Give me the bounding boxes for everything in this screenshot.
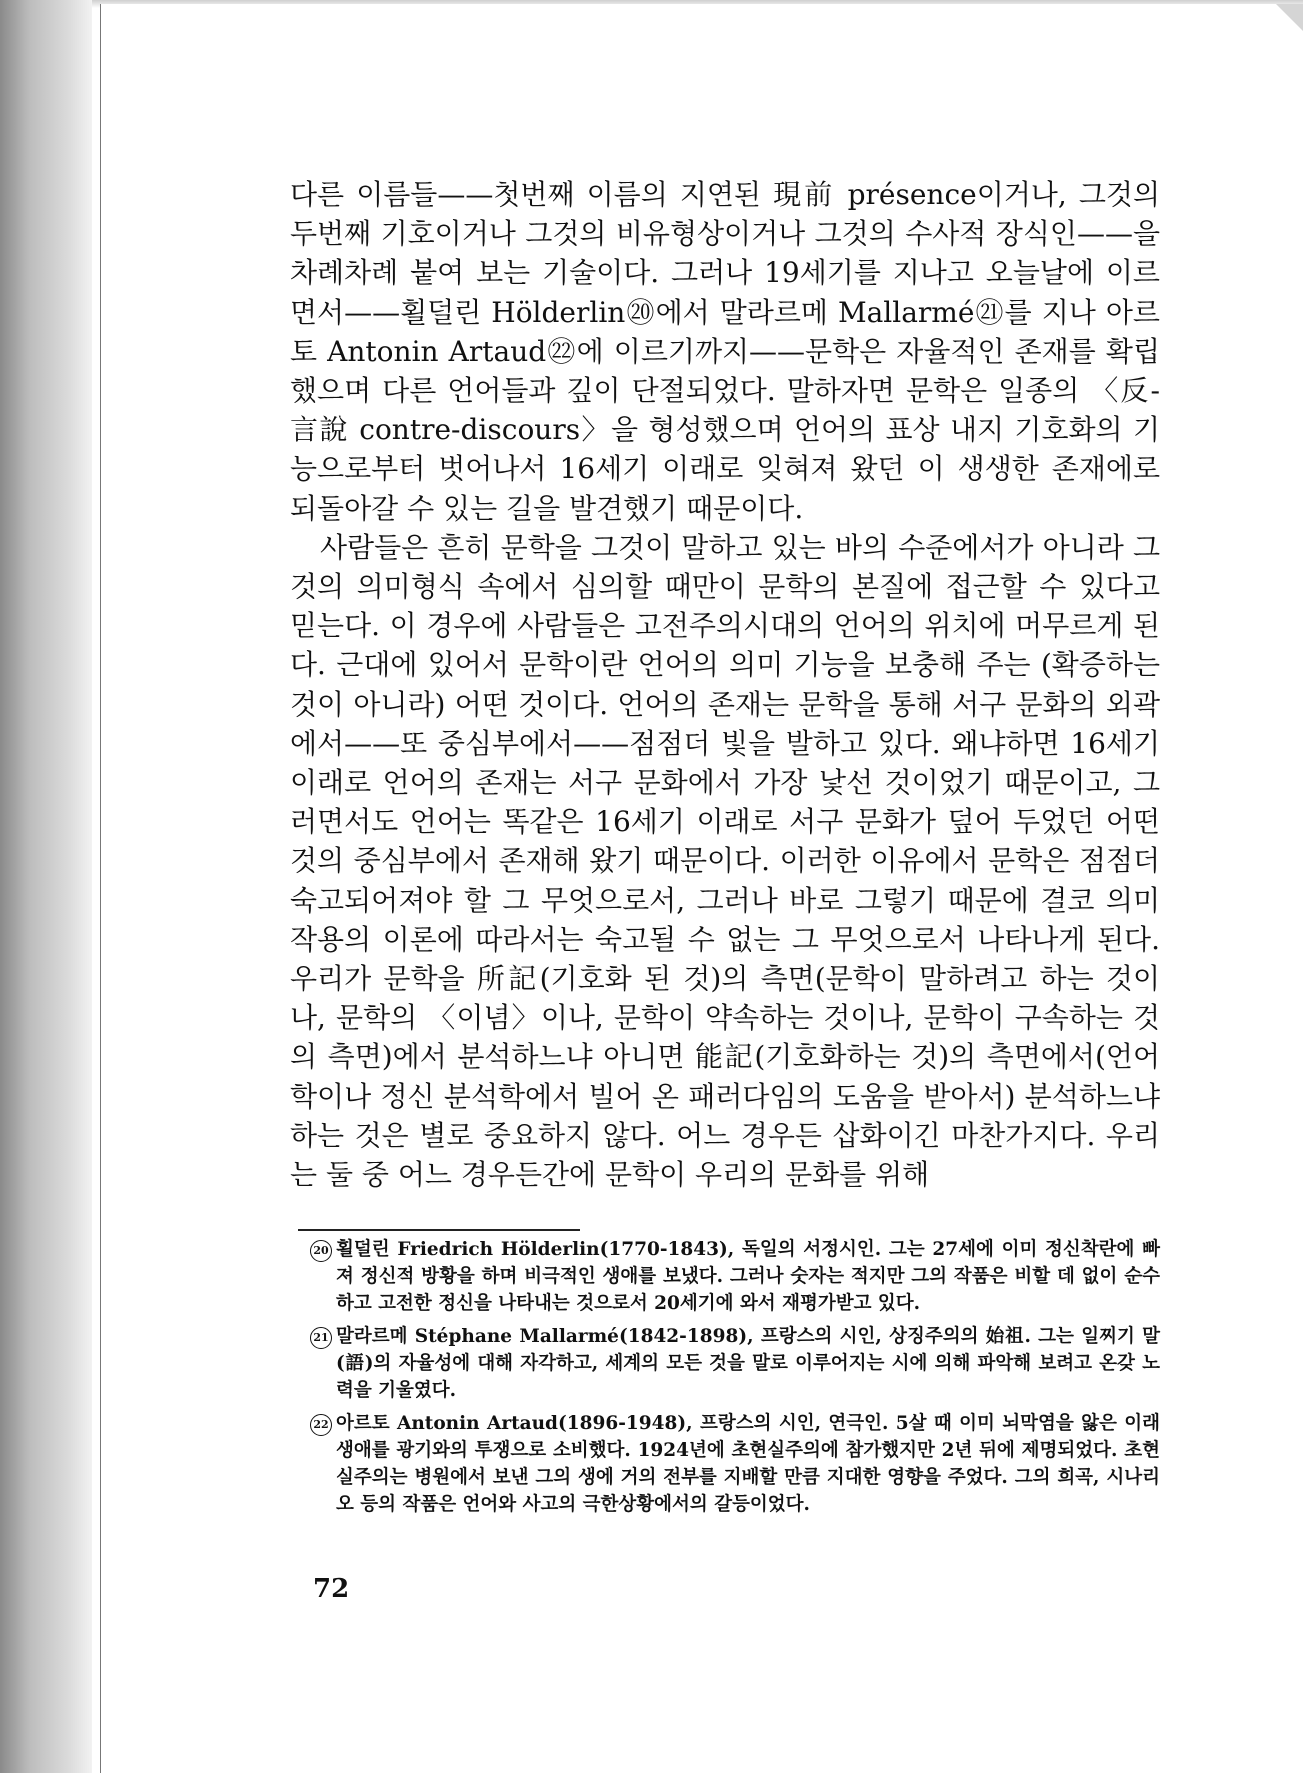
footnote-text: 횔덜린 Friedrich Hölderlin(1770-1843), 독일의 서정시인. 그는 27세에 이미 정신착란에 빠져 정신적 방황을 하며 비극적인 생애를 보냈다. 그러나 숫자는 적지만 그의 작품은 비할 데 없이 순수하고 고전한 정신을 나타내는 것으로서 20세기에 와서 재평가받고 있다.: [336, 1239, 1160, 1314]
page-corner: [1276, 4, 1303, 32]
footnote-number: 21: [310, 1327, 332, 1349]
footnote-20: [310, 1236, 1160, 1317]
paragraph-2: 사람들은 흔히 문학을 그것이 말하고 있는 바의 수준에서가 아니라 그것의 의미형식 속에서 심의할 때만이 문학의 본질에 접근할 수 있다고 믿는다. 이 경우에 사람들은 고전주의시대의 언어의 위치에 머무르게 된다. 근대에 있어서 문학이란 언어의 의미 기능을 보충해 주는 (확증하는 것이 아니라) 어떤 것이다. 언어의 존재는 문학을 통해 서구 문화의 외곽에서——또 중심부에서——점점더 빛을 발하고 있다. 왜냐하면 16세기 이래로 언어의 존재는 서구 문화에서 가장 낯선 것이었기 때문이고, 그러면서도 언어는 똑같은 16세기 이래로 서구 문화가 덮어 두었던 어떤 것의 중심부에서 존재해 왔기 때문이다. 이러한 이유에서 문학은 점점더 숙고되어져야 할 그 무엇으로서, 그러나 바로 그렇기 때문에 결코 의미 작용의 이론에 따라서는 숙고될 수 없는 그 무엇으로서 나타나게 된다. 우리가 문학을 所記(기호화 된 것)의 측면(문학이 말하려고 하는 것이나, 문학의 〈이념〉이나, 문학이 약속하는 것이나, 문학이 구속하는 것의 측면)에서 분석하느냐 아니면 能記(기호화하는 것)의 측면에서(언어학이나 정신 분석학에서 빌어 온 패러다임의 도움을 받아서) 분석하느냐 하는 것은 별로 중요하지 않다. 어느 경우든 삽화이긴 마찬가지다. 우리는 둘 중 어느 경우든간에 문학이 우리의 문화를 위해: [290, 530, 1160, 1192]
footnote-number: 20: [310, 1240, 332, 1262]
page-number: 72: [313, 1574, 350, 1604]
footnote-text: 아르토 Antonin Artaud(1896-1948), 프랑스의 시인, 연극인. 5살 때 이미 뇌막염을 앓은 이래 생애를 광기와의 투쟁으로 소비했다. 1924년에 초현실주의에 참가했지만 2년 뒤에 제명되었다. 초현실주의는 병원에서 보낸 그의 생에 거의 전부를 지배할 만큼 지대한 영향을 주었다. 그의 희곡, 시나리오 등의 작품은 언어와 사고의 극한상황에서의 갈등이었다.: [336, 1413, 1160, 1515]
footnote-22: [310, 1410, 1160, 1518]
footnote-text: 말라르메 Stéphane Mallarmé(1842-1898), 프랑스의 시인, 상징주의의 始祖. 그는 일찌기 말(語)의 자율성에 대해 자각하고, 세계의 모든 것을 말로 이루어지는 시에 의해 파악해 보려고 온갖 노력을 기울였다.: [336, 1326, 1160, 1401]
paragraph-1: 다른 이름들——첫번째 이름의 지연된 現前 présence이거나, 그것의 두번째 기호이거나 그것의 비유형상이거나 그것의 수사적 장식인——을 차례차례 붙여 보는 기술이다. 그러나 19세기를 지나고 오늘날에 이르면서——횔덜린 Hölderlin⑳에서 말라르메 Mallarmé㉑를 지나 아르토 Antonin Artaud㉒에 이르기까지——문학은 자율적인 존재를 확립했으며 다른 언어들과 깊이 단절되었다. 말하자면 문학은 일종의 〈反-言說 contre-discours〉을 형성했으며 언어의 표상 내지 기호화의 기능으로부터 벗어나서 16세기 이래로 잊혀져 왔던 이 생생한 존재에로 되돌아갈 수 있는 길을 발견했기 때문이다.: [290, 178, 1160, 525]
footnote-number: 22: [310, 1414, 332, 1436]
book-edge-shadow: [0, 0, 92, 1773]
footnote-divider: [298, 1229, 580, 1231]
main-text: [290, 175, 1160, 1222]
footnote-21: [310, 1323, 1160, 1404]
footnotes: [310, 1236, 1160, 1524]
